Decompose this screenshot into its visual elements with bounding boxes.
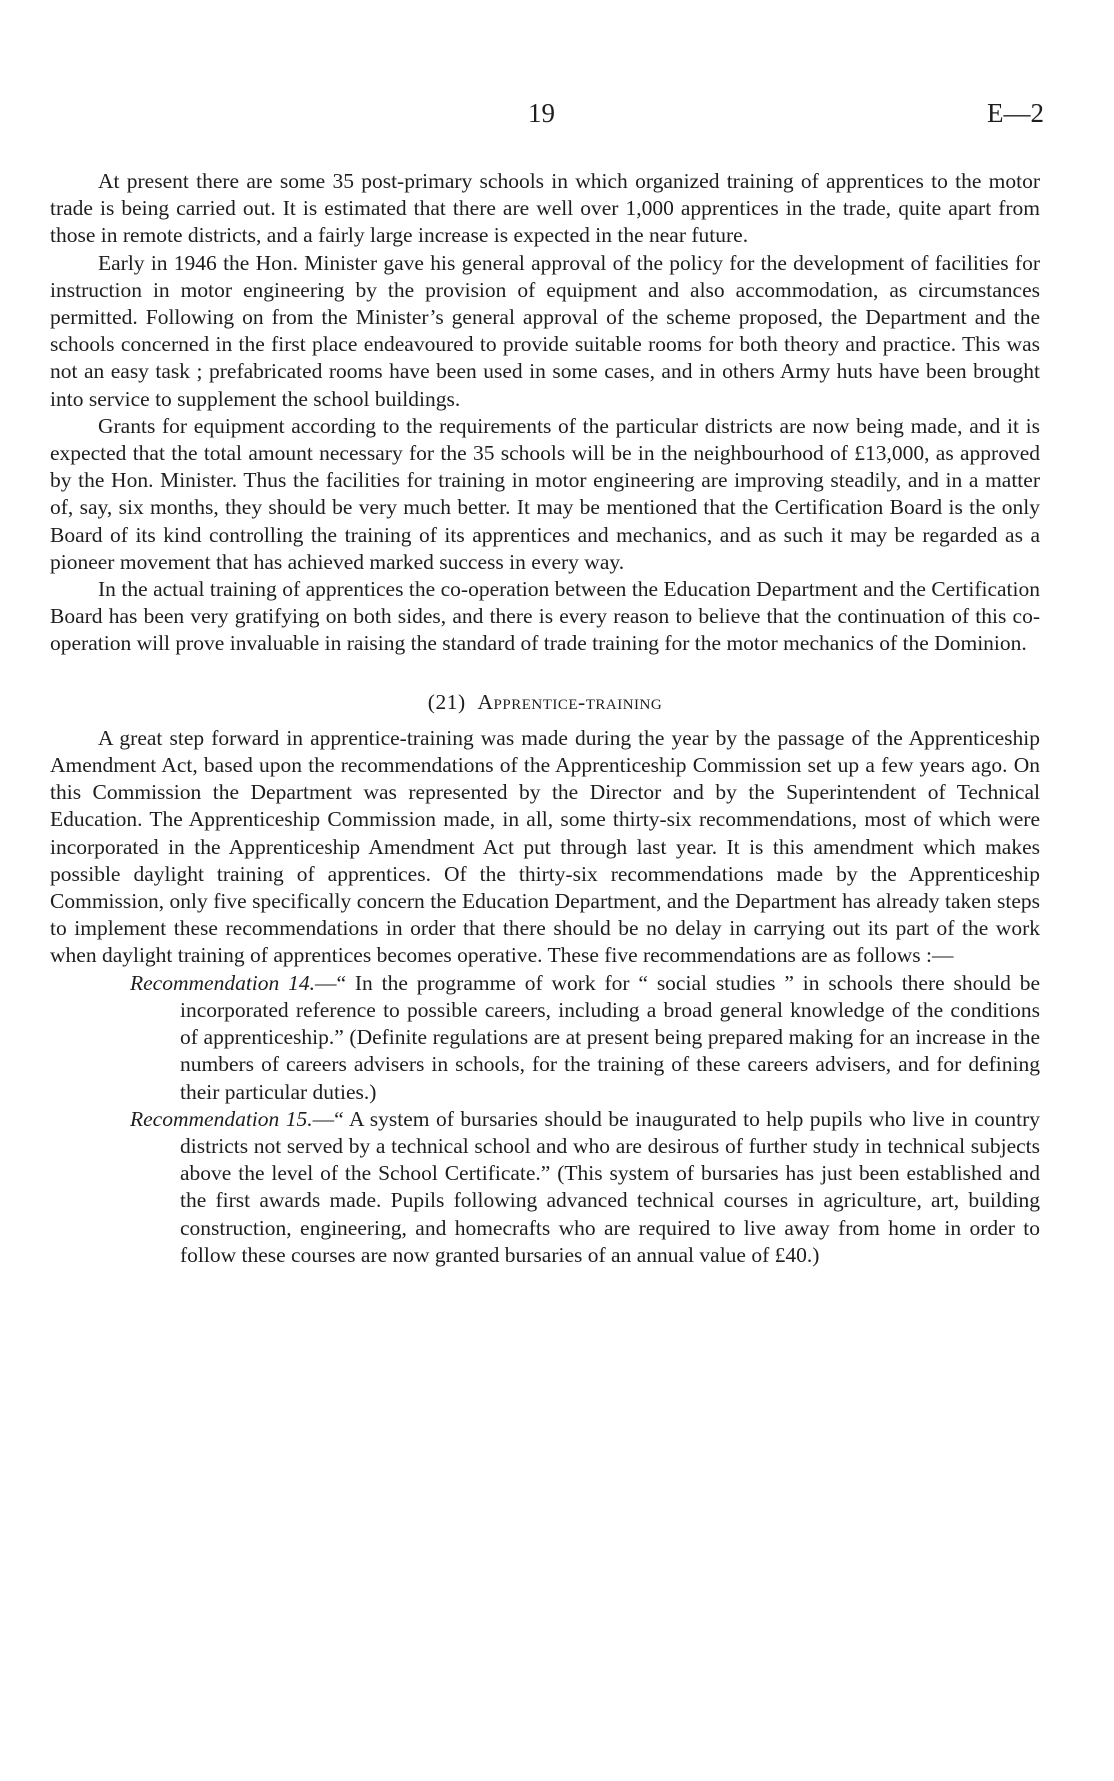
paragraph-equipment-grants: Grants for equipment according to the requirements of the particular districts are now being made, and it is expected that the total amount necessary for the 35 schools will be in the neighbourhood of £13,000, as approved by the Hon. Minister. Thus the facilities for training in motor engineering are improving steadily, and in a matter of, say, six months, they should be very much better. It may be mentioned that the Certification Board is the only Board of its kind controlling the training of its apprentices and mechanics, and as such it may be regarded as a pioneer movement that has achieved marked success in every way. bbox=[50, 413, 1040, 574]
recommendation-text: —“ In the programme of work for “ social studies ” in schools there should be incorporated reference to possible careers, including a broad general knowledge of the conditions of apprenticeship.” (Definite regulations are at present being prepared making for an increase in the numbers of careers advisers in schools, for the training of these careers advisers, and for defining their particular duties.) bbox=[180, 970, 1040, 1104]
body-text bbox=[50, 168, 1040, 1269]
page-number: 19 bbox=[528, 98, 555, 128]
paragraph-minister-approval: Early in 1946 the Hon. Minister gave his general approval of the policy for the development of facilities for instruction in motor engineering by the provision of equipment and also accommodation, as circumstances permitted. Following on from the Minister’s general approval of the scheme proposed, the Department and the schools concerned in the first place endeavoured to provide suitable rooms for both theory and practice. This was not an easy task ; prefabricated rooms have been used in some cases, and in others Army huts have been brought into service to supplement the school buildings. bbox=[50, 250, 1040, 411]
section-heading bbox=[50, 689, 1040, 716]
recommendation-15 bbox=[130, 1106, 1040, 1269]
recommendation-label: Recommendation 14. bbox=[130, 970, 315, 995]
paragraph-apprenticeship-act: A great step forward in apprentice-training was made during the year by the passage of the Apprenticeship Amendment Act, based upon the recommendations of the Apprenticeship Commission set up a few years ago. On this Commission the Department was represented by the Director and by the Superintendent of Technical Education. The Apprenticeship Commission made, in all, some thirty-six recommendations, most of which were incorporated in the Apprenticeship Amendment Act put through last year. It is this amendment which makes possible daylight training of apprentices. Of the thirty-six recommendations made by the Apprenticeship Commission, only five specifically concern the Education Department, and the Department has already taken steps to implement these recommendations in order that there should be no delay in carrying out its part of the work when daylight training of apprentices becomes operative. These five recommendations are as follows :— bbox=[50, 725, 1040, 968]
recommendation-text: —“ A system of bursaries should be inaugurated to help pupils who live in country districts not served by a technical school and who are desirous of further study in technical subjects above the level of the School Certificate.” (This system of bursaries has just been established and the first awards made. Pupils following advanced technical courses in agriculture, art, building construction, engineering, and homecrafts who are required to live away from home in order to follow these courses are now granted bursaries of an annual value of £40.) bbox=[180, 1106, 1040, 1267]
document-reference: E—2 bbox=[987, 98, 1044, 128]
recommendation-14 bbox=[130, 970, 1040, 1106]
page-header bbox=[0, 98, 1114, 138]
paragraph-co-operation: In the actual training of apprentices the co-operation between the Education Department and the Certification Board has been very gratifying on both sides, and there is every reason to believe that the continuation of this co-operation will prove invaluable in raising the standard of trade training for the motor mechanics of the Dominion. bbox=[50, 577, 1040, 656]
section-title: Apprentice-training bbox=[477, 689, 663, 714]
recommendation-label: Recommendation 15. bbox=[130, 1106, 313, 1131]
section-number: (21) bbox=[427, 689, 466, 714]
paragraph-motor-training-schools: At present there are some 35 post-primary schools in which organized training of apprentices to the motor trade is being carried out. It is estimated that there are well over 1,000 apprentices in the trade, quite apart from those in remote districts, and a fairly large increase is expected in the near future. bbox=[50, 169, 1040, 248]
